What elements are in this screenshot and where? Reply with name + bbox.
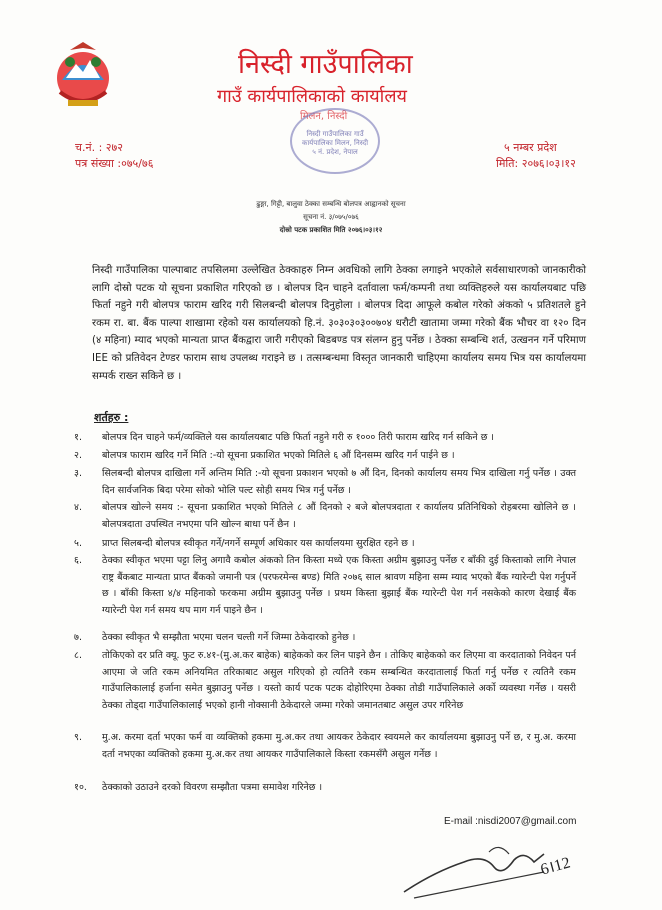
- contact-email: E-mail :nisdi2007@gmail.com: [444, 816, 577, 827]
- letter-number: पत्र संख्या :०७५/७६: [75, 157, 154, 170]
- notice-paragraph: निस्दी गाउँपालिका पाल्पाबाट तपसिलमा उल्लेखित ठेक्काहरु निम्न अवधिको लागि ठेक्का लगाइने भएकोले सर्वसाधारणको जानकारीको लागि दोस्रो पटक यो सूचना प्रकाशित गरिएको छ । बोलपत्र दिन चाहने दर्तावाला फर्म/कम्पनी तथा व्यक्तिहरुले यस कार्यालयबाट पछि फिर्ता नहुने गरी बोलपत्र फाराम खरिद गरी सिलबन्दी बोलपत्र दिनुहोला । बोलपत्र दिदा आफूले कबोल गरेको अंकको ५ प्रतिशतले हुने रकम रा. बा. बैंक पाल्पा शाखामा रहेको यस कार्यालयको हि.नं. ३०३०३०३००७०४ धरौटी खातामा जम्मा गरेको बैंक भौचर वा १२० दिन (४ महिना) म्याद भएको मान्यता प्राप्त बैंकद्वारा जारी गरीएको बिडबण्ड पत्र संलग्न हुनु पर्नेछ । ठेक्का सम्बन्धि शर्त, उत्खनन गर्ने परिमाण IEE को प्रतिवेदन टेण्डर फाराम साथ उपलब्ध गराइने छ । तत्सम्बन्धमा विस्तृत जानकारी चाहिएमा कार्यालय समय भित्र यस कार्यालयमा सम्पर्क राख्न सकिने छ ।: [92, 265, 586, 382]
- stamp-text: निस्दी गाउँपालिका गाउँ कार्यपालिका मिलन, निस्दी ५ नं. प्रदेश, नेपाल: [301, 130, 369, 156]
- condition-item: [74, 780, 586, 797]
- condition-item: [74, 536, 586, 553]
- nepal-emblem-icon: [52, 40, 114, 112]
- condition-number: ७.: [74, 632, 82, 643]
- office-location: मिलन, निस्दी: [300, 111, 348, 122]
- conditions-title: शर्तहरु :: [94, 411, 129, 424]
- condition-text: बोलपत्र फाराम खरिद गर्ने मिति :-यो सूचना प्रकाशित भएको मितिले ६ औं दिनसम्म खरिद गर्न पाईने छ ।: [102, 450, 455, 461]
- condition-item: [74, 466, 586, 500]
- condition-number: ५.: [74, 538, 82, 549]
- condition-item: [74, 553, 586, 625]
- notice-heading: ढुङ्गा, गिट्टी, बालुवा ठेक्का सम्बन्धि बोलपत्र आह्वानको सूचना: [256, 200, 406, 208]
- condition-number: ४.: [74, 502, 82, 513]
- office-title: निस्दी गाउँपालिका: [238, 49, 413, 80]
- condition-text: बोलपत्र दिन चाहने फर्म/व्यक्तिले यस कार्यालयबाट पछि फिर्ता नहुने गरी रु १००० तिरी फाराम खरिद गर्न सकिने छ ।: [102, 432, 494, 443]
- condition-text: ठेक्का स्वीकृत भएमा पट्टा लिनु अगावै कबोल अंकको तिन किस्ता मध्ये एक किस्ता अग्रीम बुझाउनु पर्नेछ र बाँकी दुई किस्ताको लागि नेपाल राष्ट्र बैंकबाट मान्यता प्राप्त बैंकको जमानी पत्र (परफरमेन्स बण्ड) मिति २०७६ साल श्रावण महिना सम्म म्याद भएको बैंक ग्यारेन्टी पेश गर्नुपर्ने छ । बाँकी किस्ता ४/४ महिनाको फरकमा अग्रीम बुझाउनु पर्नेछ । प्रथम किस्ता बुझाई बैंक ग्यारेन्टी पेश गर्न नसकेको कारण देखाई बैंक ग्यारेन्टी पेश गर्न समय थप माग गर्न पाइने छैन ।: [102, 555, 576, 616]
- condition-item: [74, 630, 586, 647]
- condition-number: ६.: [74, 555, 82, 566]
- condition-text: बोलपत्र खोल्ने समय :- सूचना प्रकाशित भएको मितिले ८ औं दिनको २ बजे बोलपत्रदाता र कार्यालय प्रतिनिधिको रोहबरमा खोलिने छ । बोलपत्रदाता उपस्थित नभएमा पनि खोल्न बाधा पर्ने छैन ।: [102, 502, 576, 530]
- condition-item: [74, 500, 586, 534]
- condition-item: [74, 448, 586, 465]
- condition-number: १०.: [74, 782, 87, 793]
- office-subtitle: गाउँ कार्यपालिकाको कार्यालय: [217, 86, 407, 107]
- condition-text: ठेक्का स्वीकृत भै सम्झौता भएमा चलन चल्ती गर्ने जिम्मा ठेकेदारको हुनेछ ।: [102, 632, 356, 643]
- condition-text: प्राप्त सिलबन्दी बोलपत्र स्वीकृत गर्ने/नगर्ने सम्पूर्ण अधिकार यस कार्यालयमा सुरक्षित रहने छ ।: [102, 538, 415, 549]
- letter-date: मिति: २०७६।०३।१२: [496, 157, 576, 170]
- condition-item: [74, 730, 586, 780]
- condition-number: २.: [74, 450, 82, 461]
- condition-text: ठेक्काको उठाउने दरको विवरण सम्झौता पत्रमा समावेश गरिनेछ ।: [102, 782, 323, 793]
- condition-item: [74, 430, 586, 447]
- notice-number: सूचना नं. ३/०७५/०७६: [303, 213, 359, 221]
- condition-number: ८.: [74, 650, 82, 661]
- notice-published-date: दोस्रो पटक प्रकाशित मिति २०७६।०३।१२: [279, 226, 383, 234]
- condition-text: मु.अ. करमा दर्ता भएका फर्म वा व्यक्तिको हकमा मु.अ.कर तथा आयकर ठेकेदार स्वयमले कर कार्यालयमा बुझाउनु पर्ने छ, र मु.अ. करमा दर्ता नभएका व्यक्तिको हकमा मु.अ.कर तथा आयकर गाउँपालिकाले किस्ता रकमसँगै असुल गर्नेछ ।: [102, 732, 576, 760]
- signature-date: 6।12: [538, 854, 573, 879]
- chalani-number: च.नं. : २७२: [75, 141, 123, 154]
- condition-number: ९.: [74, 732, 82, 743]
- condition-text: तोकिएको दर प्रति क्यू. फुट रु.४१-(मु.अ.कर बाहेक) बाहेकको कर लिन पाइने छैन । तोकिए बाहेकको कर लिएमा वा करदाताको निवेदन पर्न आएमा जे जति रकम अनियमित तरिकाबाट असुल गरिएको हो त्यतिनै रकम सम्बन्धित करदातालाई फिर्ता गर्नु पर्नेछ र त्यतिनै रकम गाउँपालिकालाई हर्जाना समेत बुझाउनु पर्नेछ । यस्तो कार्य पटक पटक दोहोरिएमा ठेक्का तोडी गाउँपालिकाले अर्को व्यवस्था गर्नेछ । यसरी ठेक्का तोड्दा गाउँपालिकालाई भएको हानी नोक्सानी ठेकेदारले जम्मा गरेको जमानतबाट असुल उपर गरिनेछ: [102, 650, 576, 711]
- condition-number: ३.: [74, 468, 82, 479]
- condition-item: [74, 648, 586, 726]
- condition-text: सिलबन्दी बोलपत्र दाखिला गर्ने अन्तिम मिति :-यो सूचना प्रकाशन भएको ७ औं दिन, दिनको कार्यालय समय भित्र दाखिला गर्नु पर्नेछ । उक्त दिन सार्वजनिक बिदा परेमा सोको भोलि पल्ट सोही समय भित्र गर्नु पर्नेछ ।: [102, 468, 576, 496]
- province-label: ५ नम्बर प्रदेश: [504, 141, 557, 154]
- condition-number: १.: [74, 432, 82, 443]
